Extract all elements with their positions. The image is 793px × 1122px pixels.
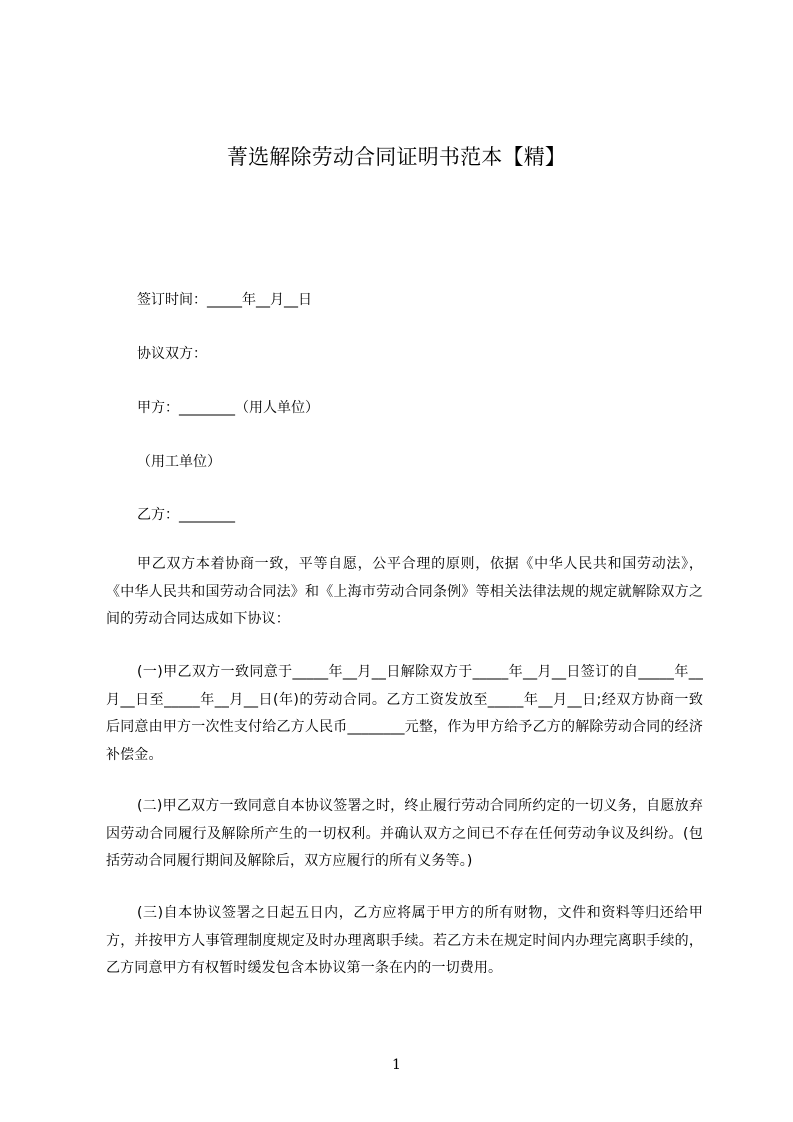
party-b-field: 乙方：________: [137, 507, 235, 523]
sign-date-field: 签订时间：_____年__月__日: [137, 292, 312, 308]
clause-2-paragraph: (二)甲乙双方一致同意自本协议签署之时，终止履行劳动合同所约定的一切义务，自愿放弃因劳动合同履行及解除所产生的一切权利。并确认双方之间已不存在任何劳动争议及纠纷。(包括劳动合同履行期间及解除后，双方应履行的所有义务等。): [106, 798, 703, 869]
parties-heading: 协议双方：: [137, 346, 207, 362]
page-number: 1: [392, 1057, 401, 1073]
party-a-field: 甲方：________（用人单位）: [137, 400, 319, 416]
intro-paragraph: 甲乙双方本着协商一致，平等自愿，公平合理的原则，依据《中华人民共和国劳动法》，《中华人民共和国劳动合同法》和《上海市劳动合同条例》等相关法律法规的规定就解除双方之间的劳动合同达成如下协议：: [106, 556, 703, 627]
clause-3-paragraph: (三)自本协议签署之日起五日内，乙方应将属于甲方的所有财物，文件和资料等归还给甲方，并按甲方人事管理制度规定及时办理离职手续。若乙方未在规定时间内办理完离职手续的，乙方同意甲方有权暂时缓发包含本协议第一条在内的一切费用。: [106, 905, 703, 976]
employer-unit-field: （用工单位）: [137, 454, 221, 470]
document-title: 菁选解除劳动合同证明书范本【精】: [226, 145, 567, 169]
clause-1-paragraph: (一)甲乙双方一致同意于_____年__月__日解除双方于_____年__月__日签订的自_____年__月__日至_____年__月__日(年)的劳动合同。乙方工资发放至_____年__月__日;经双方协商一致后同意由甲方一次性支付给乙方人民币________元整，作为甲方给予乙方的解除劳动合同的经济补偿金。: [106, 664, 703, 763]
